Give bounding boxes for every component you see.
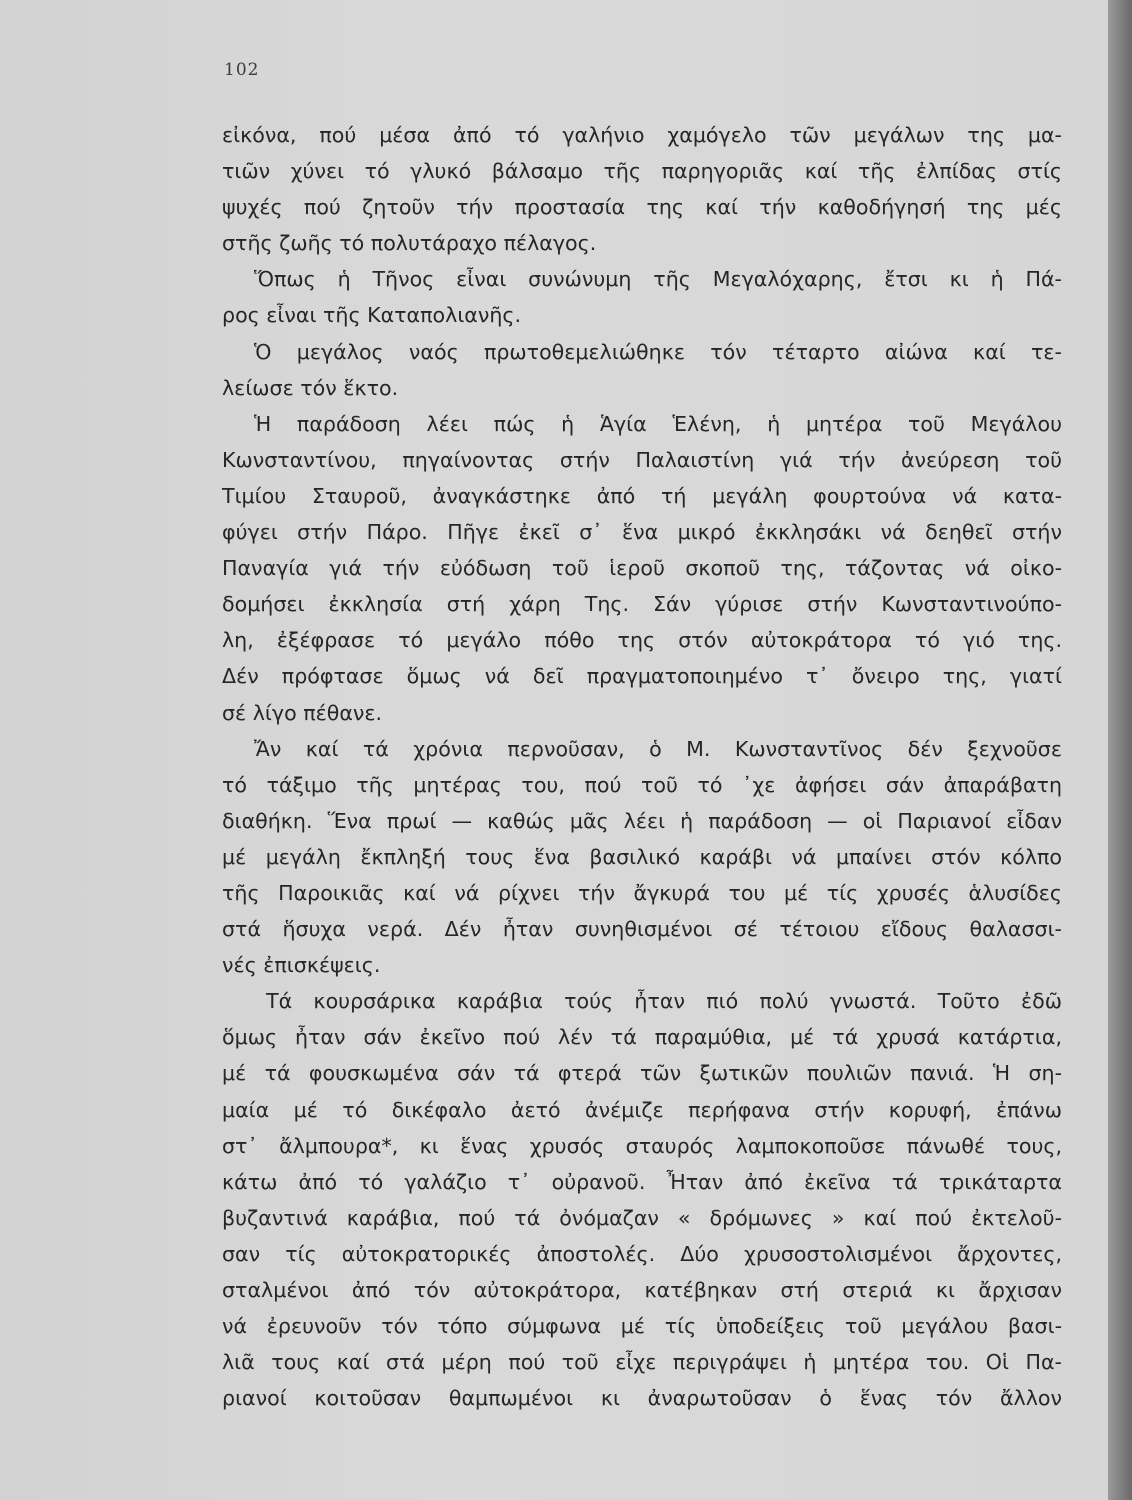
text-line: τῆς Παροικιᾶς καί νά ρίχνει τήν ἄγκυρά του μέ τίς χρυσές ἁλυσίδες (222, 880, 1062, 905)
text-line: εἰκόνα, πού μέσα ἀπό τό γαλήνιο χαμόγελο τῶν μεγάλων της μα- (222, 123, 1062, 147)
page-number: 102 (224, 60, 260, 80)
text-line: στ᾽ ἄλμπουρα*, κι ἕνας χρυσός σταυρός λαμποκοποῦσε πάνωθέ τους, (222, 1133, 1062, 1158)
text-line: νά ἐρευνοῦν τόν τόπο σύμφωνα μέ τίς ὑποδείξεις τοῦ μεγάλου βασι- (222, 1314, 1062, 1339)
text-line: λιᾶ τους καί στά μέρη πού τοῦ εἶχε περιγράψει ἡ μητέρα του. Οἱ Πα- (222, 1350, 1062, 1375)
text-line: Τιμίου Σταυροῦ, ἀναγκάστηκε ἀπό τή μεγάλη φουρτούνα νά κατα- (222, 483, 1062, 508)
text-line: νές ἐπισκέψεις. (222, 953, 381, 978)
body-text (222, 117, 1062, 1416)
text-line: τό τάξιμο τῆς μητέρας του, πού τοῦ τό ᾽χε ἀφήσει σάν ἀπαράβατη (222, 772, 1062, 797)
text-line: ριανοί κοιτοῦσαν θαμπωμένοι κι ἀναρωτοῦσαν ὁ ἕνας τόν ἄλλον (222, 1386, 1062, 1411)
text-line: Ἡ παράδοση λέει πώς ἡ Ἁγία Ἑλένη, ἡ μητέρα τοῦ Μεγάλου (254, 411, 1062, 436)
text-line: σέ λίγο πέθανε. (222, 700, 383, 725)
text-line: ὅμως ἦταν σάν ἐκεῖνο πού λέν τά παραμύθια, μέ τά χρυσά κατάρτια, (222, 1025, 1062, 1050)
text-line: στῆς ζωῆς τό πολυτάραχο πέλαγος. (222, 231, 597, 256)
text-line: δομήσει ἐκκλησία στή χάρη Της. Σάν γύρισε στήν Κωνσταντινούπο- (222, 592, 1062, 617)
text-line: ρος εἶναι τῆς Καταπολιανῆς. (222, 303, 522, 328)
text-line: Ἄν καί τά χρόνια περνοῦσαν, ὁ Μ. Κωνσταντῖνος δέν ξεχνοῦσε (254, 736, 1062, 761)
text-line: Ὁ μεγάλος ναός πρωτοθεμελιώθηκε τόν τέταρτο αἰώνα καί τε- (254, 339, 1062, 364)
text-line: τιῶν χύνει τό γλυκό βάλσαμο τῆς παρηγοριᾶς καί τῆς ἐλπίδας στίς (222, 159, 1062, 184)
text-line: Κωνσταντίνου, πηγαίνοντας στήν Παλαιστίνη γιά τήν ἀνεύρεση τοῦ (222, 447, 1062, 472)
text-line: μέ μεγάλη ἔκπληξή τους ἕνα βασιλικό καράβι νά μπαίνει στόν κόλπο (222, 844, 1062, 869)
text-line: φύγει στήν Πάρο. Πῆγε ἐκεῖ σ᾽ ἕνα μικρό ἐκκλησάκι νά δεηθεῖ στήν (222, 520, 1062, 545)
text-line: Τά κουρσάρικα καράβια τούς ἦταν πιό πολύ γνωστά. Τοῦτο ἐδῶ (266, 989, 1062, 1014)
text-line: Παναγία γιά τήν εὐόδωση τοῦ ἱεροῦ σκοποῦ της, τάζοντας νά οἰκο- (222, 556, 1062, 581)
text-line: στά ἥσυχα νερά. Δέν ἦταν συνηθισμένοι σέ τέτοιου εἴδους θαλασσι- (222, 917, 1062, 942)
text-line: μαία μέ τό δικέφαλο ἀετό ἀνέμιζε περήφανα στήν κορυφή, ἐπάνω (222, 1097, 1062, 1122)
text-line: λείωσε τόν ἕκτο. (222, 375, 399, 400)
adjacent-page-edge (1108, 0, 1132, 1500)
text-line: Δέν πρόφτασε ὅμως νά δεῖ πραγματοποιημένο τ᾽ ὄνειρο της, γιατί (222, 664, 1062, 689)
text-line: βυζαντινά καράβια, πού τά ὀνόμαζαν « δρόμωνες » καί πού ἐκτελοῦ- (222, 1205, 1062, 1230)
text-line: κάτω ἀπό τό γαλάζιο τ᾽ οὐρανοῦ. Ἦταν ἀπό ἐκεῖνα τά τρικάταρτα (222, 1169, 1062, 1194)
text-line: σαν τίς αὐτοκρατορικές ἀποστολές. Δύο χρυσοστολισμένοι ἄρχοντες, (222, 1241, 1062, 1266)
text-line: ψυχές πού ζητοῦν τήν προστασία της καί τήν καθοδήγησή της μές (222, 195, 1062, 220)
text-line: Ὅπως ἡ Τῆνος εἶναι συνώνυμη τῆς Μεγαλόχαρης, ἔτσι κι ἡ Πά- (254, 267, 1062, 292)
text-line: λη, ἐξέφρασε τό μεγάλο πόθο της στόν αὐτοκράτορα τό γιό της. (222, 628, 1062, 653)
text-line: μέ τά φουσκωμένα σάν τά φτερά τῶν ξωτικῶν πουλιῶν πανιά. Ἡ ση- (222, 1061, 1062, 1086)
text-line: διαθήκη. Ἕνα πρωί — καθώς μᾶς λέει ἡ παράδοση — οἱ Παριανοί εἶδαν (222, 808, 1062, 833)
text-line: σταλμένοι ἀπό τόν αὐτοκράτορα, κατέβηκαν στή στεριά κι ἄρχισαν (222, 1278, 1062, 1302)
